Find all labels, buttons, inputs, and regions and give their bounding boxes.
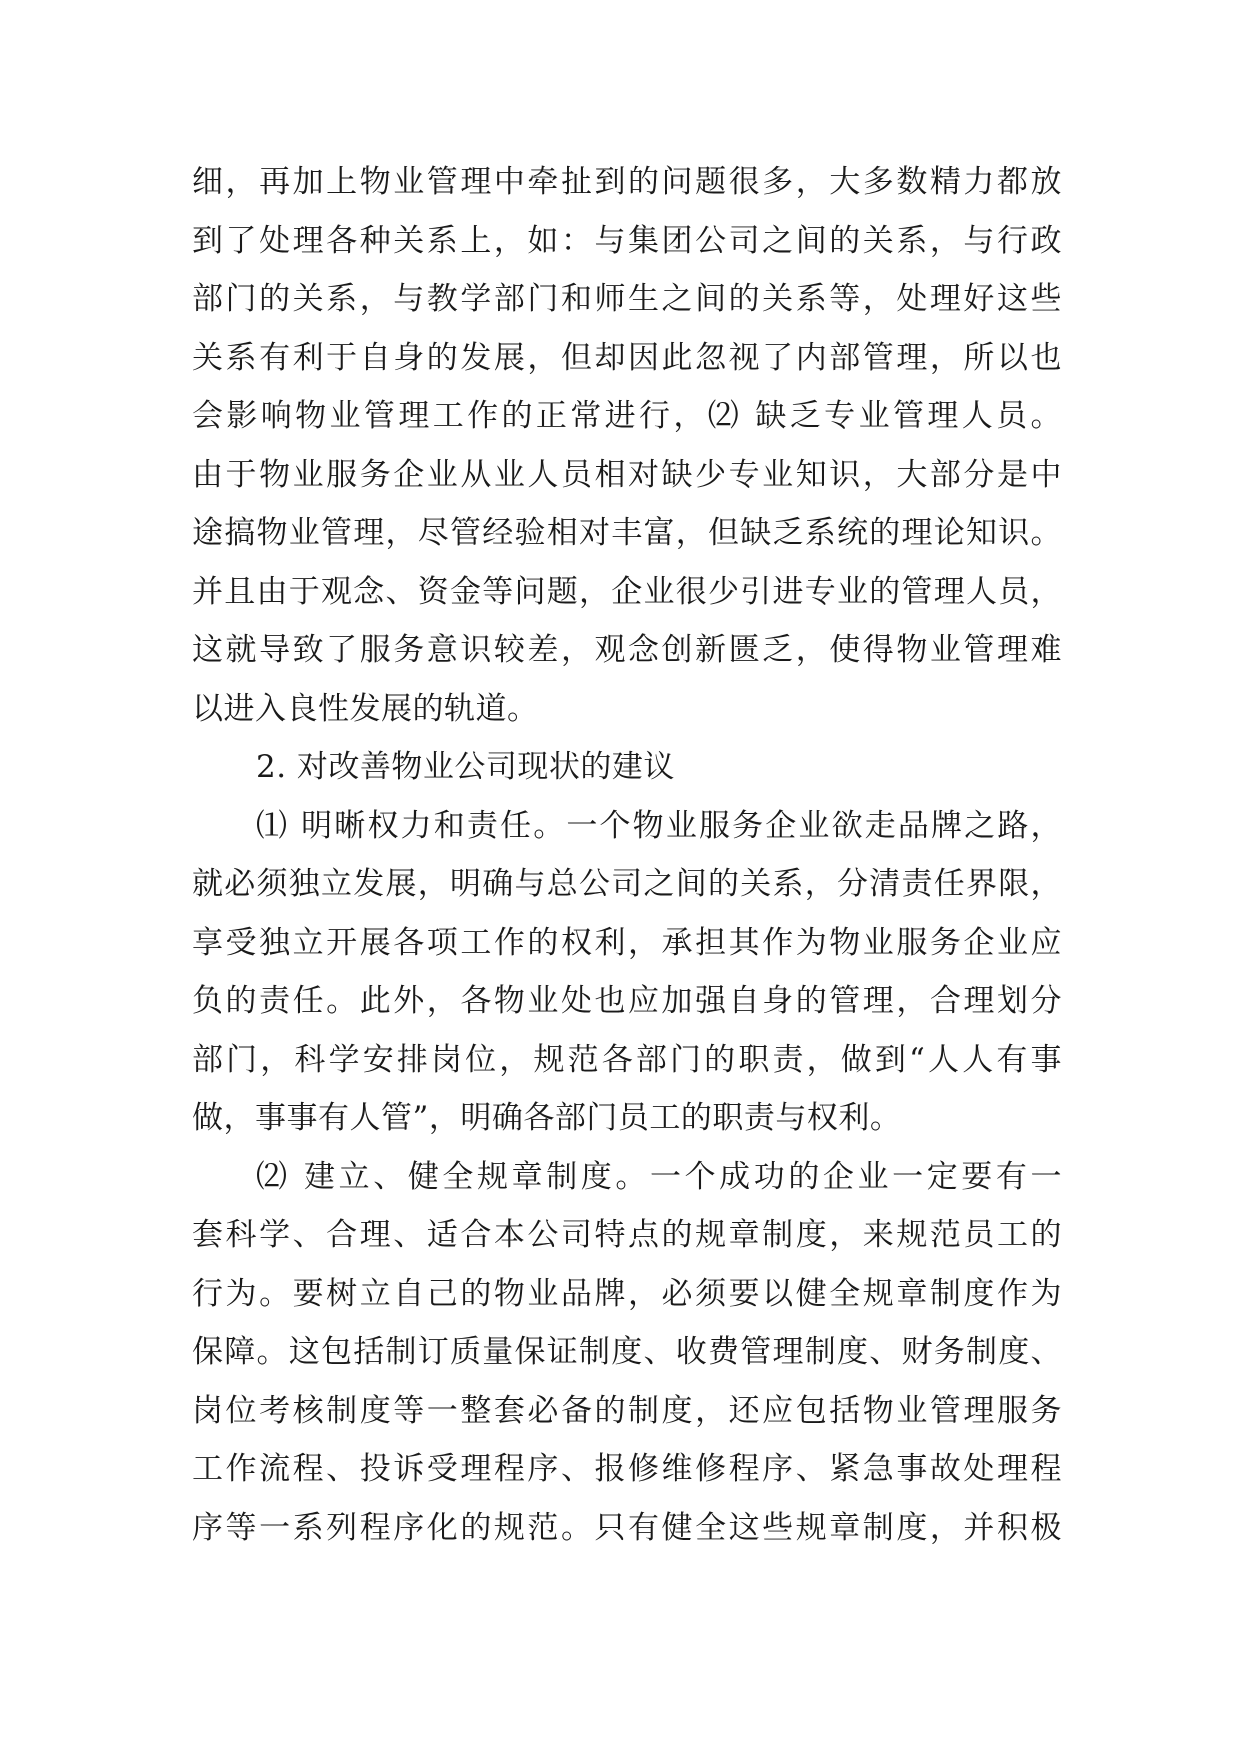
text-line: 到了处理各种关系上，如：与集团公司之间的关系，与行政 — [192, 222, 1062, 259]
text-line: 关系有利于自身的发展，但却因此忽视了内部管理，所以也 — [192, 339, 1062, 376]
text-line: 做，事事有人管”，明确各部门员工的职责与权利。 — [192, 1100, 902, 1136]
text-line: 负的责任。此外，各物业处也应加强自身的管理，合理划分 — [192, 983, 1062, 1019]
text-line: 序等一系列程序化的规范。只有健全这些规章制度，并积极 — [192, 1509, 1062, 1546]
text-line: 工作流程、投诉受理程序、报修维修程序、紧急事故处理程 — [192, 1451, 1062, 1487]
text-line: 岗位考核制度等一整套必备的制度，还应包括物业管理服务 — [192, 1392, 1062, 1429]
section-heading: 2. 对改善物业公司现状的建议 — [256, 749, 675, 785]
text-line: 会影响物业管理工作的正常进行，⑵ 缺乏专业管理人员。 — [192, 398, 1062, 434]
text-line: 并且由于观念、资金等问题，企业很少引进专业的管理人员， — [192, 573, 1062, 610]
text-line: 享受独立开展各项工作的权利，承担其作为物业服务企业应 — [192, 924, 1062, 961]
text-line: 行为。要树立自己的物业品牌，必须要以健全规章制度作为 — [192, 1275, 1062, 1312]
text-line: 细，再加上物业管理中牵扯到的问题很多，大多数精力都放 — [192, 164, 1062, 200]
text-line: 保障。这包括制订质量保证制度、收费管理制度、财务制度、 — [192, 1334, 1062, 1370]
text-line: 这就导致了服务意识较差，观念创新匮乏，使得物业管理难 — [192, 632, 1062, 668]
text-line: 以进入良性发展的轨道。 — [192, 690, 539, 727]
text-line: 套科学、合理、适合本公司特点的规章制度，来规范员工的 — [192, 1217, 1062, 1253]
text-line: 由于物业服务企业从业人员相对缺少专业知识，大部分是中 — [192, 456, 1062, 493]
body-text — [192, 162, 1062, 1566]
text-line: ⑴ 明晰权力和责任。一个物业服务企业欲走品牌之路， — [256, 807, 1062, 844]
text-line: 途搞物业管理，尽管经验相对丰富，但缺乏系统的理论知识。 — [192, 515, 1062, 551]
text-line: 部门，科学安排岗位，规范各部门的职责，做到“人人有事 — [192, 1041, 1062, 1078]
text-line: 部门的关系，与教学部门和师生之间的关系等，处理好这些 — [192, 281, 1062, 317]
text-line: ⑵ 建立、健全规章制度。一个成功的企业一定要有一 — [256, 1158, 1062, 1195]
text-line: 就必须独立发展，明确与总公司之间的关系，分清责任界限， — [192, 866, 1062, 902]
